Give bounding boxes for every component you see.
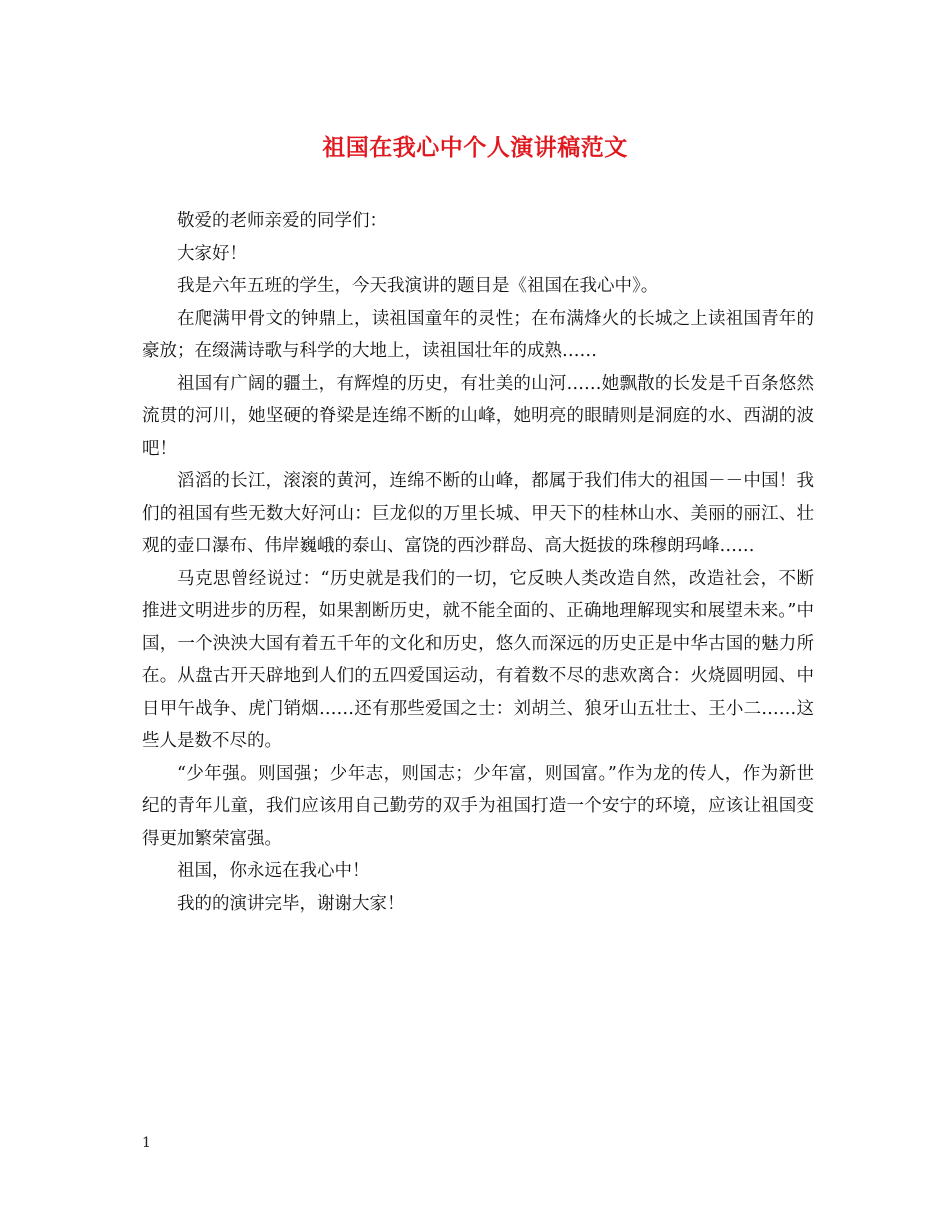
paragraph: 马克思曾经说过：“历史就是我们的一切，它反映人类改造自然，改造社会，不断推进文明进步的历程，如果割断历史，就不能全面的、正确地理解现实和展望未来。”中国，一个泱泱大国有着五千年的文化和历史，悠久而深远的历史正是中华古国的魅力所在。从盘古开天辟地到人们的五四爱国运动，有着数不尽的悲欢离合：火烧圆明园、中日甲午战争、虎门销烟……还有那些爱国之士：刘胡兰、狼牙山五壮士、王小二……这些人是数不尽的。: [142, 568, 814, 751]
paragraph: 滔滔的长江，滚滚的黄河，连绵不断的山峰，都属于我们伟大的祖国－－中国！我们的祖国有些无数大好河山：巨龙似的万里长城、甲天下的桂林山水、美丽的丽江、壮观的壶口瀑布、伟岸巍峨的泰山、富饶的西沙群岛、高大挺拔的珠穆朗玛峰……: [142, 471, 814, 556]
page-number: 1: [142, 1135, 151, 1151]
document-body: [142, 205, 814, 920]
paragraph-greeting: 大家好！: [177, 243, 247, 264]
paragraph-introduction: 我是六年五班的学生，今天我演讲的题目是《祖国在我心中》。: [177, 276, 659, 296]
paragraph-closing-line: 祖国，你永远在我心中！: [177, 861, 370, 881]
paragraph: “少年强。则国强；少年志，则国志；少年富，则国富。”作为龙的传人，作为新世纪的青年儿童，我们应该用自己勤劳的双手为祖国打造一个安宁的环境，应该让祖国变得更加繁荣富强。: [142, 763, 814, 849]
paragraph: 祖国有广阔的疆土，有辉煌的历史，有壮美的山河……她飘散的长发是千百条悠然流贯的河川，她坚硬的脊梁是连绵不断的山峰，她明亮的眼睛则是洞庭的水、西湖的波吧！: [142, 373, 814, 459]
paragraph-closing-thanks: 我的的演讲完毕，谢谢大家！: [177, 893, 405, 914]
document-title: 祖国在我心中个人演讲稿范文: [322, 134, 628, 161]
paragraph: 在爬满甲骨文的钟鼎上，读祖国童年的灵性；在布满烽火的长城之上读祖国青年的豪放；在缀满诗歌与科学的大地上，读祖国壮年的成熟……: [142, 308, 814, 361]
paragraph-salutation: 敬爱的老师亲爱的同学们：: [177, 211, 387, 231]
